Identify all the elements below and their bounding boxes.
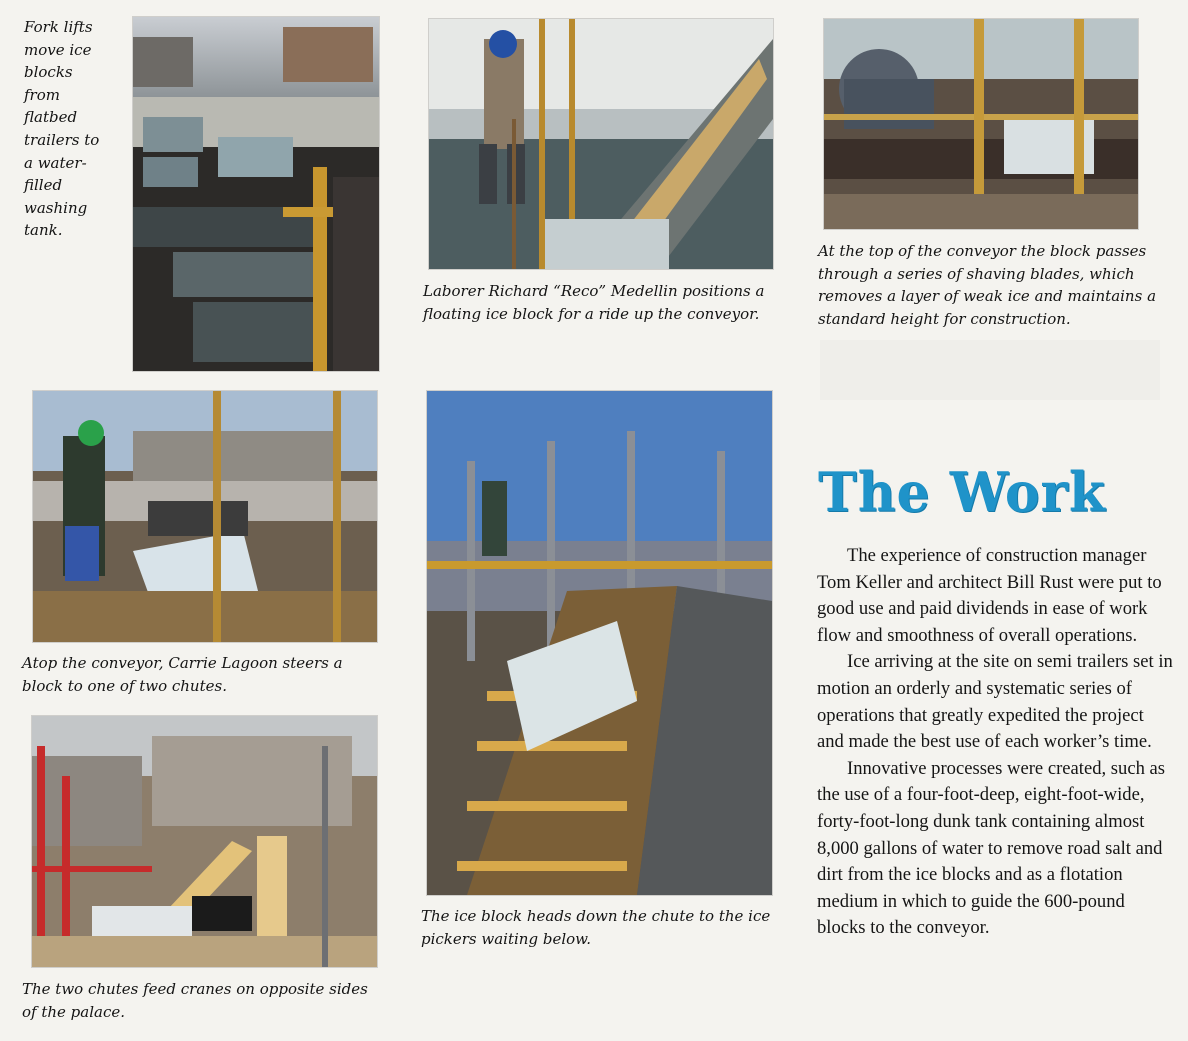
- caption-forklift: [24, 16, 129, 242]
- photo-two-chutes-cranes: [32, 716, 377, 967]
- article-paragraph: Innovative processes were created, such as the use of a four-foot-deep, eight-foot-wide, forty-foot-long dunk tank containing almost 8,000 gallons of water to remove road salt and dirt from the ice blocks and as a flotation medium in which to guide the 600-pound blocks to the conveyor.: [817, 757, 1166, 939]
- caption-laborer: Laborer Richard “Reco” Medellin positions a floating ice block for a ride up the conveyor.: [423, 282, 765, 323]
- photo-laborer-conveyor: [429, 19, 773, 269]
- bleed-through-area: [820, 340, 1160, 400]
- photo-forklift-ice-blocks: [133, 17, 379, 371]
- photo-shaving-blades: [824, 19, 1138, 229]
- caption-line: trailers to: [24, 130, 100, 149]
- article-title: The Work: [818, 460, 1106, 525]
- caption-cranes: The two chutes feed cranes on opposite sides of the palace.: [22, 980, 368, 1021]
- article-paragraph: The experience of construction manager Tom Keller and architect Bill Rust were put to good use and paid dividends in ease of work flow and smoothness of overall operations.: [817, 545, 1162, 646]
- caption-line: a water-: [24, 153, 87, 172]
- caption-line: filled: [24, 176, 63, 195]
- caption-line: Fork lifts: [24, 18, 93, 36]
- caption-line: washing: [24, 198, 88, 217]
- caption-line: tank.: [24, 221, 63, 240]
- caption-line: flatbed: [24, 108, 78, 127]
- photo-ice-block-chute: [427, 391, 772, 895]
- article-body: [817, 543, 1173, 942]
- caption-shaving: At the top of the conveyor the block passes through a series of shaving blades, which removes a layer of weak ice and maintains a standard height for construction.: [818, 242, 1157, 328]
- caption-line: blocks: [24, 63, 73, 82]
- caption-chute-down: The ice block heads down the chute to the ice pickers waiting below.: [421, 907, 771, 948]
- photo-carrie-steers-block: [33, 391, 377, 642]
- article-paragraph: Ice arriving at the site on semi trailers set in motion an orderly and systematic series of operations that greatly expedited the project and made the best use of each worker’s time.: [817, 651, 1173, 753]
- caption-steers: Atop the conveyor, Carrie Lagoon steers a block to one of two chutes.: [22, 654, 343, 695]
- caption-line: from: [24, 85, 60, 104]
- caption-line: move ice: [24, 40, 92, 59]
